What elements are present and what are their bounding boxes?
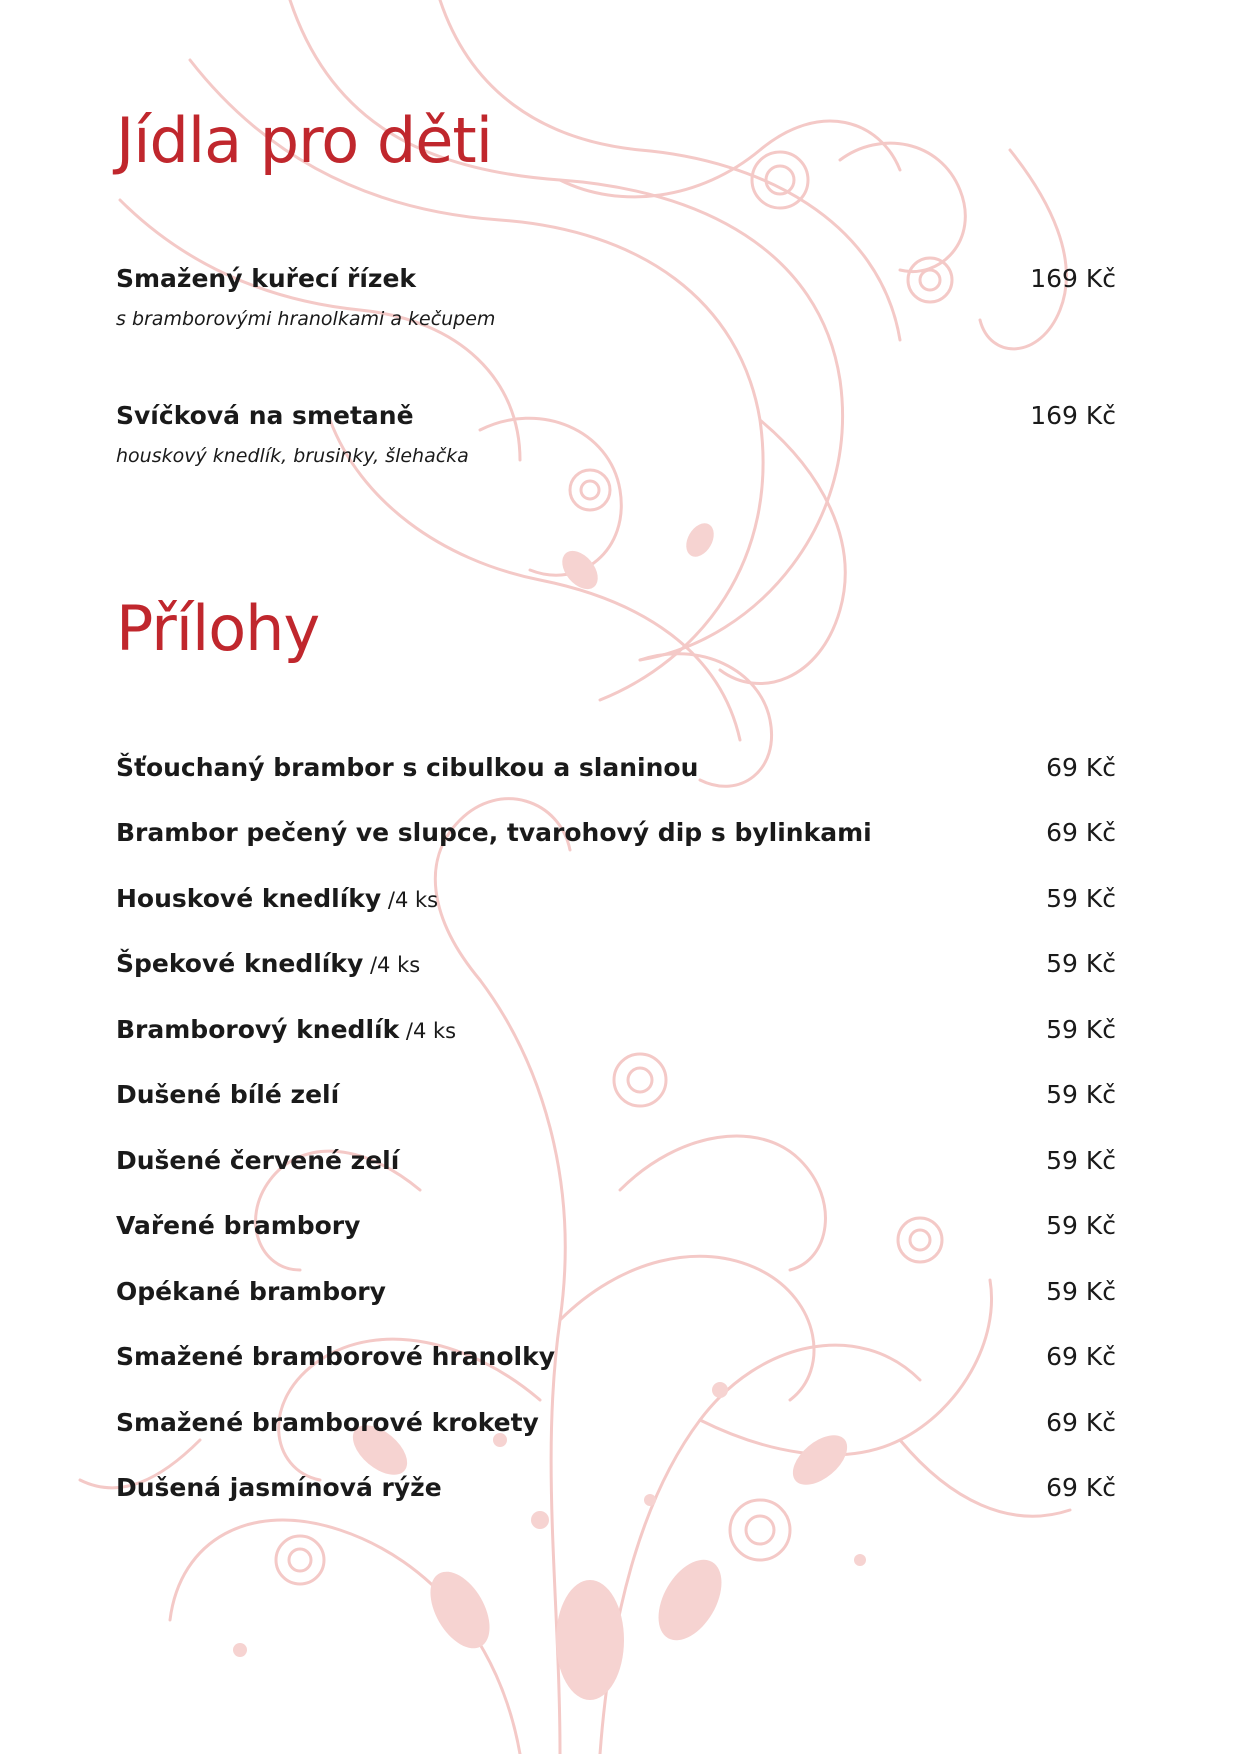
menu-item-price: 69 Kč bbox=[1046, 1408, 1116, 1437]
menu-item-name bbox=[116, 1403, 539, 1444]
menu-item bbox=[116, 1337, 1116, 1377]
menu-item-label: Dušené bílé zelí bbox=[116, 1080, 340, 1109]
menu-item bbox=[116, 1141, 1116, 1181]
sides-section-title: Přílohy bbox=[116, 592, 320, 665]
menu-item-name bbox=[116, 1075, 339, 1116]
menu-item-price: 59 Kč bbox=[1046, 1211, 1116, 1240]
menu-item-price: 59 Kč bbox=[1046, 1080, 1116, 1109]
menu-item-label: Smažené bramborové krokety bbox=[116, 1408, 539, 1437]
menu-item-price: 69 Kč bbox=[1046, 753, 1116, 782]
menu-item-description: s bramborovými hranolkami a kečupem bbox=[116, 308, 496, 330]
menu-item-quantity: /4 ks bbox=[381, 888, 439, 912]
menu-item-quantity: /4 ks bbox=[399, 1019, 457, 1043]
menu-item bbox=[116, 879, 1116, 919]
menu-item-label: Vařené brambory bbox=[116, 1211, 361, 1240]
menu-item-name: Svíčková na smetaně bbox=[116, 401, 414, 430]
menu-item-label: Smažené bramborové hranolky bbox=[116, 1342, 556, 1371]
menu-item-name bbox=[116, 1141, 399, 1182]
menu-item bbox=[116, 259, 1116, 330]
menu-item-name: Smažený kuřecí řízek bbox=[116, 264, 417, 293]
menu-item-price: 69 Kč bbox=[1046, 1342, 1116, 1371]
menu-item bbox=[116, 813, 1116, 853]
menu-item bbox=[116, 944, 1116, 984]
menu-item-price: 59 Kč bbox=[1046, 1146, 1116, 1175]
menu-item-price: 59 Kč bbox=[1046, 1015, 1116, 1044]
menu-item bbox=[116, 1272, 1116, 1312]
menu-item-label: Špekové knedlíky bbox=[116, 949, 364, 978]
menu-item-label: Dušená jasmínová rýže bbox=[116, 1473, 442, 1502]
menu-item-label: Dušené červené zelí bbox=[116, 1146, 400, 1175]
menu-item bbox=[116, 748, 1116, 788]
menu-item-quantity: /4 ks bbox=[363, 953, 421, 977]
menu-item-name bbox=[116, 1468, 442, 1509]
menu-item-price: 69 Kč bbox=[1046, 818, 1116, 847]
menu-item-price: 69 Kč bbox=[1046, 1473, 1116, 1502]
menu-item-label: Bramborový knedlík bbox=[116, 1015, 400, 1044]
menu-item-name bbox=[116, 1272, 386, 1313]
menu-item-label: Brambor pečený ve slupce, tvarohový dip s bylinkami bbox=[116, 818, 872, 847]
menu-item-price: 59 Kč bbox=[1046, 884, 1116, 913]
menu-item-name bbox=[116, 879, 438, 920]
menu-item bbox=[116, 1010, 1116, 1050]
menu-item-label: Opékané brambory bbox=[116, 1277, 386, 1306]
kids-section-title: Jídla pro děti bbox=[116, 104, 492, 177]
menu-item bbox=[116, 1403, 1116, 1443]
menu-item-name bbox=[116, 944, 420, 985]
menu-item-name bbox=[116, 1206, 360, 1247]
menu-item bbox=[116, 1206, 1116, 1246]
menu-item-label: Šťouchaný brambor s cibulkou a slaninou bbox=[116, 753, 699, 782]
menu-item-name bbox=[116, 748, 698, 789]
menu-item-name bbox=[116, 1010, 456, 1051]
menu-item-price: 59 Kč bbox=[1046, 1277, 1116, 1306]
menu-item-price: 59 Kč bbox=[1046, 949, 1116, 978]
menu-item-price: 169 Kč bbox=[1030, 264, 1116, 293]
menu-item-name bbox=[116, 813, 872, 854]
menu-item bbox=[116, 1075, 1116, 1115]
menu-item-label: Houskové knedlíky bbox=[116, 884, 382, 913]
menu-item-description: houskový knedlík, brusinky, šlehačka bbox=[116, 445, 469, 467]
menu-item-name bbox=[116, 1337, 555, 1378]
menu-item-price: 169 Kč bbox=[1030, 401, 1116, 430]
menu-item bbox=[116, 396, 1116, 467]
menu-item bbox=[116, 1468, 1116, 1508]
